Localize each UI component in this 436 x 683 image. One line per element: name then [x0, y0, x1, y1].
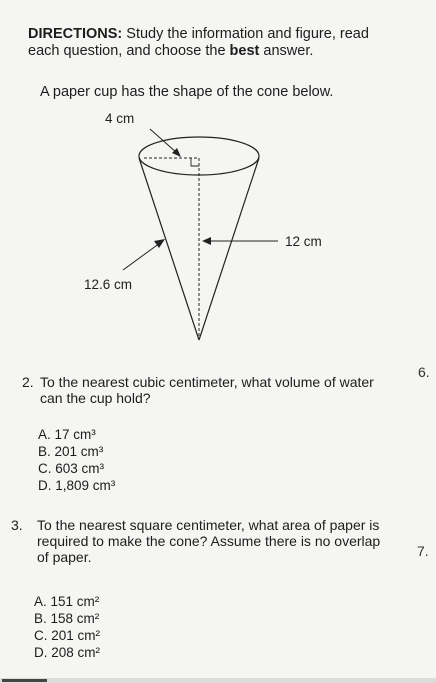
choice-letter: A. — [38, 427, 51, 442]
choice-value: 1,809 cm³ — [55, 478, 116, 493]
directions-label: DIRECTIONS: — [28, 26, 123, 42]
choice-letter: C. — [38, 461, 52, 476]
question-2-choice-d[interactable] — [38, 478, 115, 494]
slant-label: 12.6 cm — [84, 277, 133, 292]
choice-letter: C. — [34, 628, 48, 643]
question-3-choice-c[interactable] — [34, 628, 100, 644]
choice-letter: B. — [38, 444, 51, 459]
question-3-choice-d[interactable] — [34, 645, 100, 661]
height-label: 12 cm — [285, 234, 322, 249]
choice-value: 201 cm² — [51, 628, 101, 643]
choice-letter: D. — [38, 478, 52, 493]
problem-intro: A paper cup has the shape of the cone below. — [40, 84, 334, 100]
slant-pointer — [123, 243, 160, 270]
question-3-number: 3. — [11, 517, 23, 533]
next-column-number-7: 7. — [417, 543, 429, 559]
choice-value: 151 cm² — [50, 594, 100, 609]
question-2-choice-a[interactable] — [38, 427, 96, 443]
directions-best: best — [229, 43, 260, 59]
next-column-number-6: 6. — [418, 364, 430, 380]
choice-value: 603 cm³ — [55, 461, 105, 476]
question-2-choice-b[interactable] — [38, 444, 103, 460]
choice-value: 158 cm² — [50, 611, 100, 626]
choice-letter: D. — [34, 645, 48, 660]
cone-right-side — [199, 158, 259, 340]
cone-left-side — [139, 158, 199, 340]
question-2-choice-c[interactable] — [38, 461, 104, 477]
directions-text-2: answer. — [259, 43, 314, 59]
question-2-text: To the nearest cubic centimeter, what volume of water can the cup hold? — [40, 374, 374, 406]
height-arrowhead — [202, 237, 211, 245]
choice-letter: A. — [34, 594, 47, 609]
bottom-edge — [0, 678, 436, 683]
question-3-choice-a[interactable] — [34, 594, 99, 610]
question-2-number: 2. — [22, 374, 34, 390]
choice-value: 208 cm² — [51, 645, 101, 660]
radius-pointer — [150, 129, 177, 153]
directions-text-1: Study the information and figure, read each question, and choose the — [28, 26, 369, 59]
question-3-text: To the nearest square centimeter, what area of paper is required to make the cone? Assume there is no overlap of paper. — [37, 517, 381, 565]
radius-label: 4 cm — [105, 111, 135, 126]
choice-value: 201 cm³ — [54, 444, 104, 459]
choice-letter: B. — [34, 611, 47, 626]
choice-value: 17 cm³ — [54, 427, 96, 442]
right-angle-mark — [191, 158, 199, 166]
question-3-choice-b[interactable] — [34, 611, 99, 627]
